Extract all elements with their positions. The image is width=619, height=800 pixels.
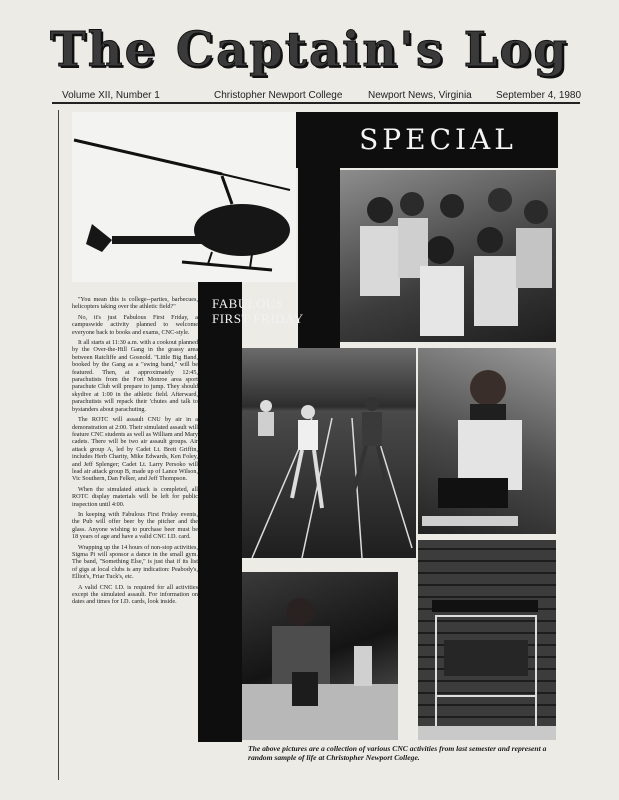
issue-date: September 4, 1980 bbox=[496, 90, 582, 101]
group-illustration bbox=[340, 170, 556, 342]
headline-line-1: FABULOUS bbox=[212, 296, 284, 311]
college-name: Christopher Newport College bbox=[214, 90, 343, 101]
masthead-title: The Captain's Log bbox=[50, 22, 569, 78]
article-body bbox=[72, 296, 198, 609]
photo-caption: The above pictures are a collection of various CNC activities from last semester and represent a random sample of life at Christopher Newport College. bbox=[248, 744, 547, 762]
article-paragraph: Wrapping up the 14 hours of non-stop activities, Sigma Pi will sponsor a dance in the small gym. The band, "Something Else," is just that if its list of gigs at local clubs is any indication: Peabody's, Elliot's, Friar Tuck's, etc. bbox=[72, 543, 198, 581]
black-divider-column bbox=[198, 282, 242, 742]
location: Newport News, Virginia bbox=[368, 90, 472, 101]
article-paragraph: In keeping with Fabulous First Friday events, the Pub will offer beer by the pitcher and the glass. Anyone wishing to purchase beer must be 18 years of age and have a valid CNC I.D. card. bbox=[72, 510, 198, 541]
professor-illustration bbox=[418, 348, 556, 534]
article-paragraph: It all starts at 11:30 a.m. with a cookout planned by the Over-the-Hill Gang in the grassy area between Ratcliffe and Gosnold. "Little Big Band, booked by the Gang as a "swing band," will be featured. Then, at approximately 12:45, parachutists from the Fort Monroe area sport parachute Club will prepare to jump. They should skydive at 1:00 in the athletic field. Afterward, parachutists will repack their 'chutes and talk to bystanders about parachuting. bbox=[72, 339, 198, 413]
special-banner: SPECIAL bbox=[318, 116, 558, 164]
article-paragraph: A valid CNC I.D. is required for all activities except the simulated assault. For information on dates and times for I.D. cards, look inside. bbox=[72, 583, 198, 606]
article-paragraph: When the simulated attack is completed, all ROTC display materials will be left for public inspection until 4:00. bbox=[72, 485, 198, 508]
professor-photo bbox=[418, 348, 556, 534]
pub-photo bbox=[242, 572, 398, 740]
group-photo bbox=[340, 170, 556, 342]
masthead-rule bbox=[52, 102, 580, 104]
helicopter-photo bbox=[72, 112, 296, 282]
track-illustration bbox=[242, 348, 416, 558]
article-paragraph: The ROTC will assault CNU by air in a demonstration at 2:00. Their simulated assault will feature CNC students as well as William and Mary cadets. There will be two air assault groups. Air attack group A, led by Cadet Lt. Brett Griffin, includes Herb Charity, Mike Edwards, Ken Foley, and Jeff Splenger; Cadet Lt. Larry Persoko will lead air attack group B, made up of Lance Wilson, Vic Southern, Dan Felker, and Jeff Thompson. bbox=[72, 416, 198, 483]
headline-line-2: FIRST FRIDAY bbox=[212, 311, 304, 326]
helicopter-illustration bbox=[72, 112, 296, 282]
article-paragraph: No, it's just Fabulous First Friday, a campuswide activity planned to welcome everyone back to books and exams, CNC-style. bbox=[72, 313, 198, 336]
article-headline bbox=[212, 296, 332, 326]
pub-illustration bbox=[242, 572, 398, 740]
newspaper-rack-photo bbox=[418, 540, 556, 740]
article-paragraph: "You mean this is college--parties, barbecues, helicopters taking over the athletic field?" bbox=[72, 296, 198, 311]
track-race-photo bbox=[242, 348, 416, 558]
issue-volume: Volume XII, Number 1 bbox=[62, 90, 160, 101]
newspaper-rack-illustration bbox=[418, 540, 556, 740]
